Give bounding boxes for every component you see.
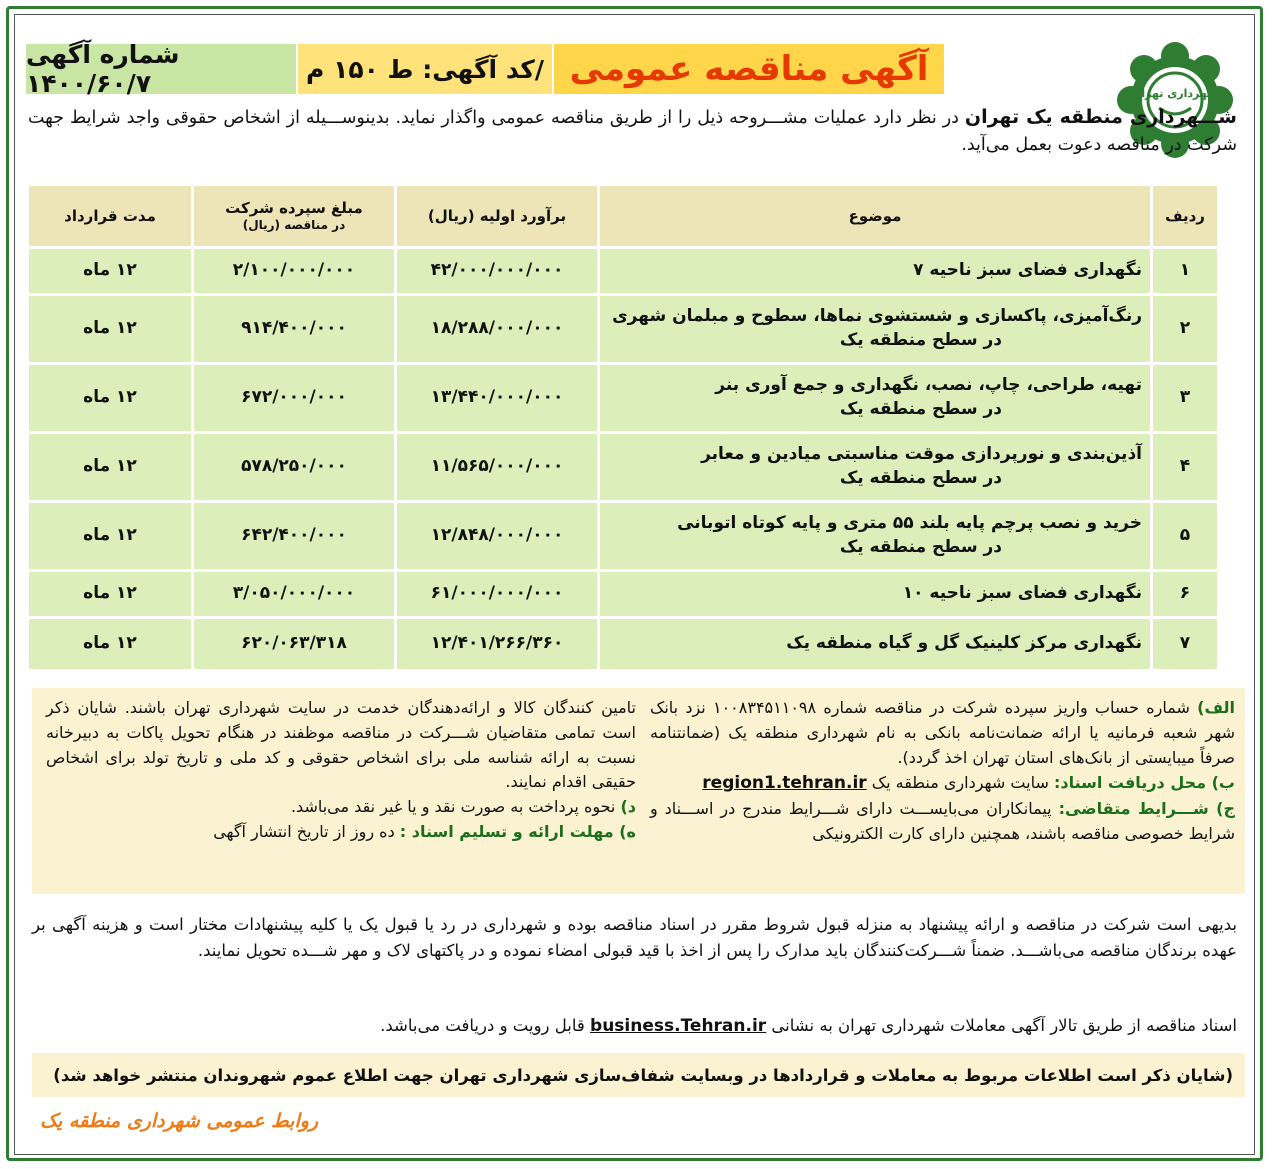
logo-text: شهرداری تهران	[1132, 87, 1218, 100]
condition-e	[46, 820, 636, 845]
row-number: ۳	[1153, 365, 1217, 431]
table-row	[29, 365, 1217, 431]
row-number: ۴	[1153, 434, 1217, 500]
col-row: ردیف	[1153, 186, 1217, 246]
table-row	[29, 503, 1217, 569]
row-estimate: ۱۱/۵۶۵/۰۰۰/۰۰۰	[397, 434, 597, 500]
intro-paragraph	[28, 103, 1237, 158]
subject-line-1: نگهداری فضای سبز ناحیه ۱۰	[902, 583, 1142, 604]
subject-line-2: در سطح منطقه یک	[839, 468, 1002, 488]
row-subject	[600, 296, 1150, 362]
subject-line-1: خرید و نصب پرچم پایه بلند ۵۵ متری و پایه کوتاه اتوبانی	[677, 513, 1142, 534]
row-duration: ۱۲ ماه	[29, 365, 191, 431]
row-number: ۵	[1153, 503, 1217, 569]
condition-b	[650, 770, 1235, 796]
col-deposit-line2: در مناقصه (ریال)	[242, 217, 346, 232]
row-duration: ۱۲ ماه	[29, 619, 191, 669]
row-number: ۱	[1153, 249, 1217, 293]
tender-table	[26, 183, 1220, 672]
condition-c-label: ج) شـــرایط متقاضی:	[1058, 798, 1235, 818]
condition-b-text: سایت شهرداری منطقه یک	[866, 773, 1054, 793]
subject-line-2: در سطح منطقه یک	[839, 330, 1002, 350]
condition-a	[650, 696, 1235, 770]
condition-a-label: الف)	[1197, 698, 1235, 717]
row-estimate: ۱۸/۲۸۸/۰۰۰/۰۰۰	[397, 296, 597, 362]
subject-line-1: نگهداری مرکز کلینیک گل و گیاه منطقه یک	[786, 633, 1142, 654]
row-estimate: ۶۱/۰۰۰/۰۰۰/۰۰۰	[397, 572, 597, 616]
row-number: ۷	[1153, 619, 1217, 669]
subject-line-2: در سطح منطقه یک	[839, 537, 1002, 557]
terms-paragraph: بدیهی است شرکت در مناقصه و ارائه پیشنهاد به منزله قبول شروط مقرر در اسناد مناقصه بوده و شهرداری در رد یا قبول یک یا کلیه پیشنهادات مختار است و هزینه آگهی بر عهده برندگان مناقصه می‌باشـــد. ضمناً شـــرکت‌کنندگان باید مدارک را پس از اخذ با قید قبولی امضاء نموده و در پاکتهای لاک و مهر شـــده تحویل نمایند.	[32, 915, 1237, 961]
row-deposit: ۶۲۰/۰۶۳/۳۱۸	[194, 619, 394, 669]
ad-title: آگهی مناقصه عمومی	[554, 44, 944, 94]
condition-e-text: ده روز از تاریخ انتشار آگهی	[213, 821, 400, 841]
public-relations-signature: روابط عمومی شهرداری منطقه یک	[40, 1110, 319, 1132]
business-link[interactable]: business.Tehran.ir	[590, 1016, 767, 1036]
condition-b-label: ب) محل دریافت اسناد:	[1053, 773, 1235, 793]
condition-a-text: شماره حساب واریز سپرده شرکت در مناقصه شماره ۱۰۰۸۳۴۵۱۱۰۹۸ نزد بانک شهر شعبه فرمانیه یا ارائه ضمانت‌نامه بانکی به نام شهرداری منطقه یک (ضمانتنامه صرفاً میبایستی از بانک‌های استان تهران اخذ گردد).	[650, 698, 1235, 767]
row-duration: ۱۲ ماه	[29, 503, 191, 569]
subject-line-1: تهیه، طراحی، چاپ، نصب، نگهداری و جمع آوری بنر	[715, 375, 1142, 396]
subject-line-1: رنگ‌آمیزی، پاکسازی و شستشوی نماها، سطوح و مبلمان شهری	[612, 306, 1142, 327]
condition-e-label: ه) مهلت ارائه و تسلیم اسناد :	[399, 821, 636, 841]
documents-after: قابل رویت و دریافت می‌باشد.	[380, 1016, 591, 1035]
region1-link[interactable]: region1.tehran.ir	[702, 773, 867, 794]
row-subject	[600, 503, 1150, 569]
table-row	[29, 619, 1217, 669]
row-estimate: ۱۲/۸۴۸/۰۰۰/۰۰۰	[397, 503, 597, 569]
condition-left-text: تامین کنندگان کالا و ارائه‌دهندگان خدمت در سایت شهرداری تهران باشند. شایان ذکر است تمامی متقاضیان شـــرکت در مناقصه موظفند در هنگام تحویل پاکات به دبیرخانه نسبت به ارائه شناسه ملی برای اشخاص حقوقی و کد ملی و تاریخ تولد برای اشخاص حقیقی اقدام نمایند.	[46, 698, 636, 792]
row-deposit: ۳/۰۵۰/۰۰۰/۰۰۰	[194, 572, 394, 616]
col-deposit-line1: مبلغ سپرده شرکت	[225, 199, 363, 218]
table-row	[29, 434, 1217, 500]
row-number: ۶	[1153, 572, 1217, 616]
ad-number: شماره آگهی ۱۴۰۰/۶۰/۷	[26, 44, 296, 94]
row-number: ۲	[1153, 296, 1217, 362]
condition-d	[46, 795, 636, 820]
condition-d-label: د)	[620, 797, 636, 817]
subject-line-2: در سطح منطقه یک	[839, 399, 1002, 419]
condition-d-text: نحوه پرداخت به صورت نقد و یا غیر نقد می‌باشد.	[290, 797, 621, 817]
table-row	[29, 296, 1217, 362]
table-header-row	[29, 186, 1217, 246]
org-name: شـــهرداری منطقه یک تهران	[964, 106, 1237, 128]
row-estimate: ۴۲/۰۰۰/۰۰۰/۰۰۰	[397, 249, 597, 293]
condition-c-text: پیمانکاران می‌بایســـت دارای شـــرایط مندرج در اســـناد و شرایط خصوصی مناقصه باشند، همچنین دارای کارت الکترونیکی	[650, 798, 1235, 843]
documents-paragraph	[32, 1013, 1237, 1040]
row-deposit: ۹۱۴/۴۰۰/۰۰۰	[194, 296, 394, 362]
documents-before: اسناد مناقصه از طریق تالار آگهی معاملات شهرداری تهران به نشانی	[766, 1016, 1237, 1035]
col-duration: مدت قرارداد	[29, 186, 191, 246]
subject-line-1: نگهداری فضای سبز ناحیه ۷	[913, 260, 1142, 281]
row-subject	[600, 249, 1150, 293]
row-estimate: ۱۳/۴۴۰/۰۰۰/۰۰۰	[397, 365, 597, 431]
row-deposit: ۵۷۸/۲۵۰/۰۰۰	[194, 434, 394, 500]
row-duration: ۱۲ ماه	[29, 249, 191, 293]
ad-code: کد آگهی: ط ۱۵۰ م/	[298, 44, 552, 94]
row-subject	[600, 365, 1150, 431]
intro-body: در نظر دارد عملیات مشـــروحه ذیل را از طریق مناقصه عمومی واگذار نماید. بدینوســـیله از اشخاص حقوقی واجد شرایط جهت شرکت در مناقصه دعوت بعمل می‌آید.	[28, 108, 1237, 155]
conditions-right	[650, 696, 1235, 846]
row-subject	[600, 619, 1150, 669]
col-subject: موضوع	[600, 186, 1150, 246]
row-duration: ۱۲ ماه	[29, 572, 191, 616]
transparency-note: (شایان ذکر است اطلاعات مربوط به معاملات و قراردادها در وبسایت شفاف‌سازی شهرداری تهران جهت اطلاع عموم شهروندان منتشر خواهد شد)	[32, 1053, 1245, 1097]
row-duration: ۱۲ ماه	[29, 434, 191, 500]
col-estimate: برآورد اولیه (ریال)	[397, 186, 597, 246]
table-row	[29, 572, 1217, 616]
row-estimate: ۱۲/۴۰۱/۲۶۶/۳۶۰	[397, 619, 597, 669]
subject-line-1: آذین‌بندی و نورپردازی موقت مناسبتی میادین و معابر	[701, 444, 1142, 465]
row-subject	[600, 434, 1150, 500]
condition-c	[650, 797, 1235, 847]
row-duration: ۱۲ ماه	[29, 296, 191, 362]
row-deposit: ۶۷۲/۰۰۰/۰۰۰	[194, 365, 394, 431]
row-subject	[600, 572, 1150, 616]
row-deposit: ۲/۱۰۰/۰۰۰/۰۰۰	[194, 249, 394, 293]
table-row	[29, 249, 1217, 293]
row-deposit: ۶۴۲/۴۰۰/۰۰۰	[194, 503, 394, 569]
conditions-left	[46, 696, 636, 845]
col-deposit	[194, 186, 394, 246]
conditions-box	[32, 688, 1245, 894]
